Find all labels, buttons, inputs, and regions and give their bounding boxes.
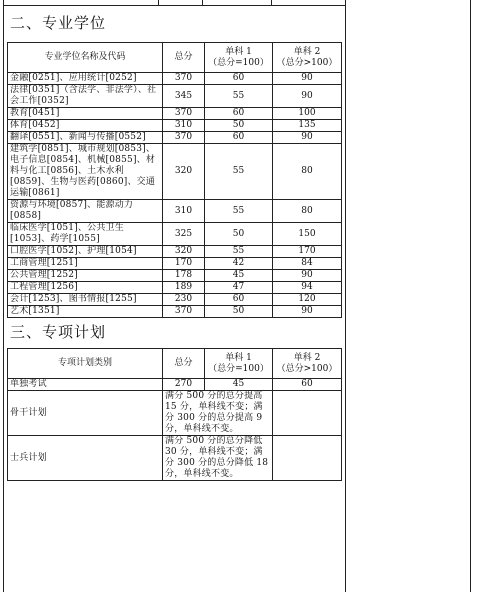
table-row — [8, 306, 342, 318]
header-single2-label: 单科 2 — [293, 46, 321, 57]
header-single2-label: 单科 2 — [293, 352, 321, 363]
degree-name-cell: 体育[0452] — [8, 120, 163, 132]
single2-score-cell: 170 — [273, 246, 342, 258]
empty-cell — [273, 391, 342, 436]
single1-score-cell: 45 — [205, 270, 273, 282]
single1-score-cell: 42 — [205, 258, 273, 270]
degree-name-cell: 公共管理[1252] — [8, 270, 163, 282]
special-plan-rows — [8, 379, 342, 481]
previous-table-divider — [271, 0, 272, 5]
table-row — [8, 144, 342, 200]
total-score-cell: 189 — [163, 282, 205, 294]
degree-name-cell: 翻译[0551]、新闻与传播[0552] — [8, 132, 163, 144]
header-single1-label: 单科 1 — [225, 352, 252, 363]
single2-score-cell: 94 — [273, 282, 342, 294]
table-row — [8, 223, 342, 246]
degree-name-cell: 教育[0451] — [8, 108, 163, 120]
single2-score-cell: 90 — [273, 73, 342, 85]
professional-degree-rows — [8, 73, 342, 318]
empty-cell — [273, 436, 342, 481]
total-score-cell: 320 — [163, 144, 205, 200]
table-row — [8, 391, 342, 436]
degree-name-cell: 会计[1253]、图书情报[1255] — [8, 294, 163, 306]
header-single2 — [273, 43, 342, 73]
total-score-cell: 270 — [163, 379, 205, 391]
single2-score-cell: 100 — [273, 108, 342, 120]
table-row — [8, 73, 342, 85]
single1-score-cell: 55 — [205, 85, 273, 108]
previous-table-edge — [3, 0, 345, 6]
header-plan-category: 专项计划类别 — [8, 349, 163, 379]
table-row — [8, 120, 342, 132]
total-score-cell: 230 — [163, 294, 205, 306]
table-row — [8, 258, 342, 270]
table-row — [8, 108, 342, 120]
header-total: 总分 — [163, 349, 205, 379]
total-score-cell: 370 — [163, 306, 205, 318]
total-score-cell: 325 — [163, 223, 205, 246]
single2-score-cell: 90 — [273, 306, 342, 318]
header-single2-condition: （总分>100） — [276, 363, 338, 374]
plan-name-cell: 骨干计划 — [8, 391, 163, 436]
plan-rule-note-cell: 满分 500 分的总分降低 30 分，单科线不变；满分 300 分的总分降低 18 分，单科线不变。 — [163, 436, 273, 481]
total-score-cell: 178 — [163, 270, 205, 282]
table-row — [8, 379, 342, 391]
single1-score-cell: 60 — [205, 132, 273, 144]
header-total: 总分 — [163, 43, 205, 73]
single2-score-cell: 135 — [273, 120, 342, 132]
single1-score-cell: 60 — [205, 73, 273, 85]
total-score-cell: 170 — [163, 258, 205, 270]
previous-table-divider — [158, 0, 159, 5]
single1-score-cell: 55 — [205, 144, 273, 200]
header-single2 — [273, 349, 342, 379]
single2-score-cell: 80 — [273, 200, 342, 223]
single2-score-cell: 84 — [273, 258, 342, 270]
single2-score-cell: 120 — [273, 294, 342, 306]
single1-score-cell: 47 — [205, 282, 273, 294]
degree-name-cell: 口腔医学[1052]、护理[1054] — [8, 246, 163, 258]
degree-name-cell: 临床医学[1051]、公共卫生[1053]、药学[1055] — [8, 223, 163, 246]
single1-score-cell: 55 — [205, 200, 273, 223]
total-score-cell: 370 — [163, 132, 205, 144]
degree-name-cell: 金融[0251]、应用统计[0252] — [8, 73, 163, 85]
degree-name-cell: 工商管理[1251] — [8, 258, 163, 270]
plan-name-cell: 单独考试 — [8, 379, 163, 391]
table-row — [8, 132, 342, 144]
table-row — [8, 246, 342, 258]
table-header-row — [8, 349, 342, 379]
header-single1-condition: （总分=100） — [208, 57, 269, 68]
single1-score-cell: 50 — [205, 223, 273, 246]
professional-degree-table — [7, 42, 342, 318]
single2-score-cell: 90 — [273, 132, 342, 144]
table-row — [8, 270, 342, 282]
plan-name-cell: 士兵计划 — [8, 436, 163, 481]
degree-name-cell: 工程管理[1256] — [8, 282, 163, 294]
total-score-cell: 310 — [163, 120, 205, 132]
single1-score-cell: 60 — [205, 294, 273, 306]
total-score-cell: 370 — [163, 73, 205, 85]
header-single1 — [205, 43, 273, 73]
total-score-cell: 370 — [163, 108, 205, 120]
single2-score-cell: 80 — [273, 144, 342, 200]
plan-rule-note-cell: 满分 500 分的总分提高 15 分，单科线不变；满分 300 分的总分提高 9 分，单科线不变。 — [163, 391, 273, 436]
section-title-special-plans: 三、专项计划 — [10, 323, 107, 341]
single2-score-cell: 90 — [273, 85, 342, 108]
degree-name-cell: 法律[0351]（含法学、非法学）、社会工作[0352] — [8, 85, 163, 108]
right-margin-rule — [470, 0, 471, 592]
single1-score-cell: 50 — [205, 120, 273, 132]
single2-score-cell: 60 — [273, 379, 342, 391]
single2-score-cell: 90 — [273, 270, 342, 282]
previous-table-divider — [202, 0, 203, 5]
header-degree-name: 专业学位名称及代码 — [8, 43, 163, 73]
degree-name-cell: 艺术[1351] — [8, 306, 163, 318]
table-row — [8, 85, 342, 108]
single1-score-cell: 50 — [205, 306, 273, 318]
single1-score-cell: 60 — [205, 108, 273, 120]
total-score-cell: 320 — [163, 246, 205, 258]
table-row — [8, 200, 342, 223]
table-row — [8, 282, 342, 294]
table-row — [8, 294, 342, 306]
degree-name-cell: 资源与环境[0857]、能源动力[0858] — [8, 200, 163, 223]
header-single1 — [205, 349, 273, 379]
single1-score-cell: 55 — [205, 246, 273, 258]
special-plan-table — [7, 348, 342, 481]
header-single1-condition: （总分=100） — [208, 363, 269, 374]
header-single2-condition: （总分>100） — [276, 57, 338, 68]
total-score-cell: 345 — [163, 85, 205, 108]
header-single1-label: 单科 1 — [225, 46, 252, 57]
table-row — [8, 436, 342, 481]
degree-name-cell: 建筑学[0851]、城市规划[0853]、电子信息[0854]、机械[0855]、材料与化工[0856]、土木水利[0859]、生物与医药[0860]、交通运输[0861] — [8, 144, 163, 200]
total-score-cell: 310 — [163, 200, 205, 223]
single1-score-cell: 45 — [205, 379, 273, 391]
table-header-row — [8, 43, 342, 73]
section-title-professional-degree: 二、专业学位 — [10, 14, 107, 32]
single2-score-cell: 150 — [273, 223, 342, 246]
